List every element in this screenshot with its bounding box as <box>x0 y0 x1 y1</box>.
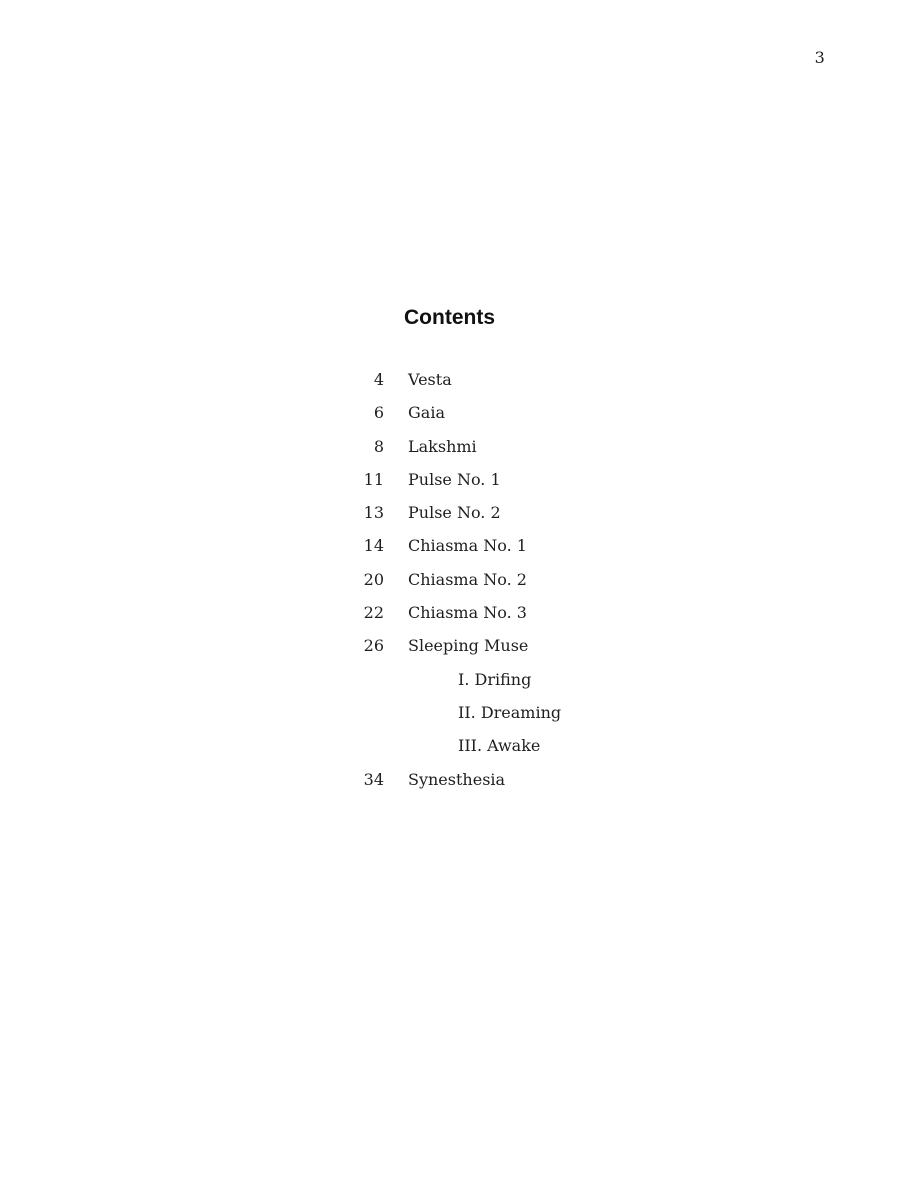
toc-entry-title: Chiasma No. 2 <box>408 569 527 589</box>
toc-entry <box>340 365 660 398</box>
toc-entry <box>340 465 660 498</box>
toc-page-number: 6 <box>373 403 384 423</box>
toc-subentry-title: III. Awake <box>458 736 541 756</box>
toc-subentry-title: I. Drifing <box>458 669 532 689</box>
toc-entry-title: Pulse No. 2 <box>408 503 501 523</box>
toc-subentry-title: II. Dreaming <box>458 702 562 722</box>
toc-entry <box>340 531 660 564</box>
toc-entry <box>340 631 660 664</box>
toc-page-number: 34 <box>363 769 384 789</box>
toc-subentry <box>340 698 660 731</box>
toc-subentry <box>340 731 660 764</box>
toc-page-number: 14 <box>363 536 384 556</box>
toc-entry <box>340 398 660 431</box>
toc-entry-title: Chiasma No. 3 <box>408 603 527 623</box>
toc-entry <box>340 765 660 798</box>
toc-entry-title: Gaia <box>408 403 445 423</box>
toc-entry <box>340 432 660 465</box>
toc-page-number: 8 <box>373 436 384 456</box>
toc-page-number: 20 <box>363 569 384 589</box>
toc-entry <box>340 565 660 598</box>
toc-page-number: 26 <box>363 636 384 656</box>
toc-entry-title: Pulse No. 1 <box>408 469 501 489</box>
toc-entry-title: Vesta <box>408 370 452 389</box>
toc-entry <box>340 498 660 531</box>
toc-entry <box>340 598 660 631</box>
toc-page-number: 11 <box>363 469 384 489</box>
contents-heading: Contents <box>404 306 495 329</box>
page-number: 3 <box>814 48 825 67</box>
table-of-contents <box>340 365 660 798</box>
toc-entry-title: Sleeping Muse <box>408 636 529 656</box>
toc-subentry <box>340 665 660 698</box>
toc-entry-title: Lakshmi <box>408 436 477 456</box>
toc-entry-title: Synesthesia <box>408 769 506 789</box>
toc-page-number: 22 <box>363 603 384 623</box>
toc-entry-title: Chiasma No. 1 <box>408 536 527 556</box>
toc-page-number: 4 <box>373 370 384 389</box>
toc-page-number: 13 <box>363 503 384 523</box>
